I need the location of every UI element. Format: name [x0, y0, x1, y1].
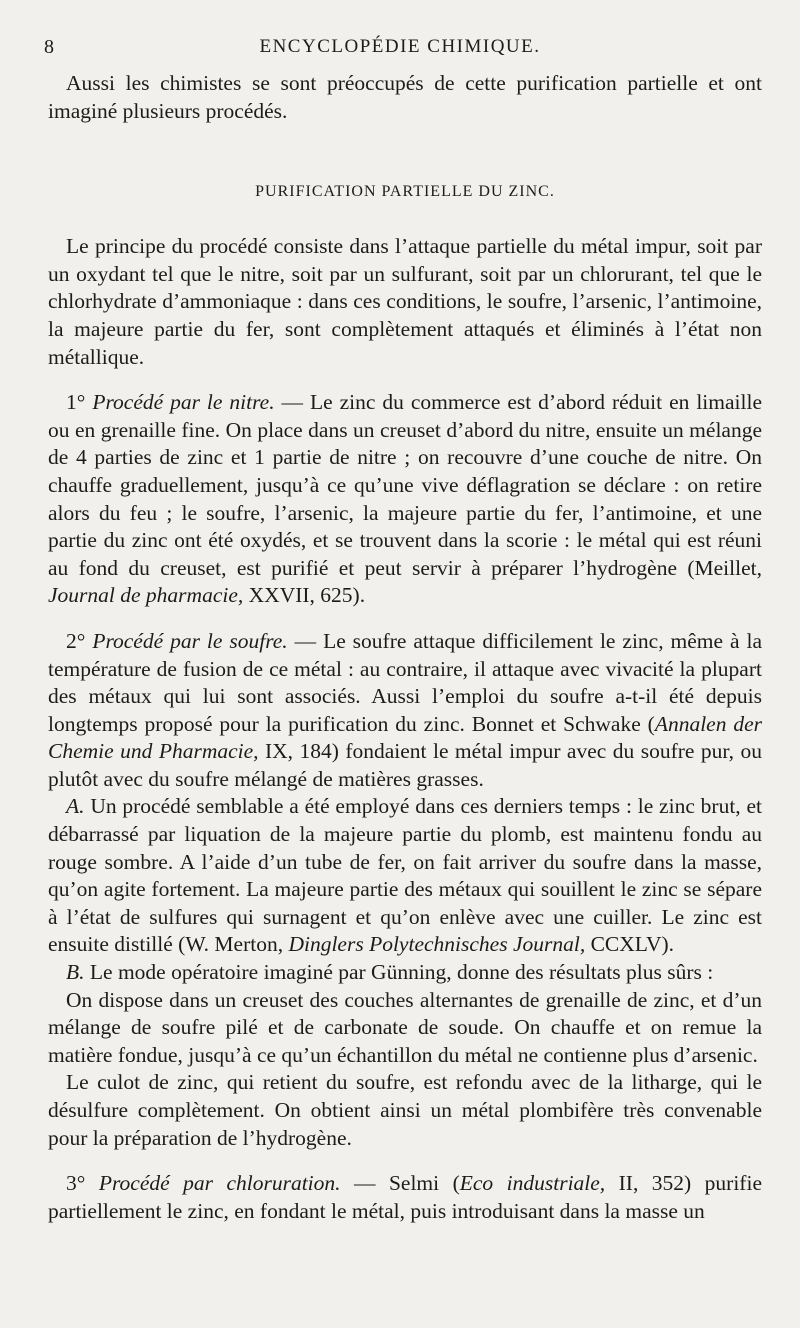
- running-title: ENCYCLOPÉDIE CHIMIQUE.: [259, 36, 541, 57]
- section-heading: PURIFICATION PARTIELLE DU ZINC.: [255, 183, 555, 201]
- method-soufre-b-paragraph: [48, 959, 762, 987]
- method-number: 2°: [66, 628, 86, 653]
- intro-text: Aussi les chimistes se sont préoccupés de cette purification partielle et ont imaginé plusieurs procédés.: [48, 71, 762, 123]
- method-title: Procédé par le nitre.: [92, 390, 275, 415]
- method-title: Procédé par chloruration.: [98, 1171, 341, 1196]
- method-number: 1°: [66, 390, 86, 415]
- citation-reference: IX, 184) fondaient le métal impur avec du soufre pur, ou plutôt avec du soufre mélangé de matières grasses.: [48, 739, 762, 791]
- gunning-result-paragraph: [48, 1069, 762, 1152]
- procedure-text: Le culot de zinc, qui retient du soufre, est refondu avec de la litharge, qui le désulfure complètement. On obtient ainsi un métal plombifère très convenable pour la préparation de l’hydrogène.: [48, 1070, 762, 1150]
- procedure-text: On dispose dans un creuset des couches alternantes de grenaille de zinc, et d’un mélange de soufre pilé et de carbonate de soude. On chauffe et on remue la matière fondue, jusqu’à ce qu’un échantillon du métal ne contienne plus d’arsenic.: [48, 987, 762, 1067]
- method-text: — Le zinc du commerce est d’abord réduit en limaille ou en grenaille fine. On place dans un creuset d’abord du nitre, ensuite un mélange de 4 parties de zinc et 1 partie de nitre ; on recouvre d’une couche de nitre. On chauffe graduellement, jusqu’à ce qu’une vive déflagration se déclare : on retire alors du feu ; le soufre, l’arsenic, la majeure partie du fer, l’antimoine, et une partie du zinc ont été oxydés, et se trouvent dans la scorie : le métal qui est réuni au fond du creuset, est purifié et peut servir à préparer l’hydrogène (Meillet,: [48, 390, 763, 580]
- subsection-label: A.: [66, 794, 85, 819]
- method-soufre-a-paragraph: [48, 793, 762, 959]
- journal-citation: Journal de pharmacie,: [48, 583, 244, 608]
- gunning-procedure-paragraph: [48, 987, 762, 1070]
- subsection-text: Un procédé semblable a été employé dans ces derniers temps : le zinc brut, et débarrassé par liquation de la majeure partie du plomb, est maintenu fondu au rouge sombre. A l’aide d’un tube de fer, on fait arriver du soufre dans la masse, qu’on agite fortement. La majeure partie des métaux qui souillent le zinc se sépare à l’état de sulfures qui surnagent et qu’on enlève avec une cuiller. Le zinc est ensuite distillé (W. Merton,: [48, 794, 762, 957]
- method-nitre-paragraph: [48, 389, 762, 610]
- subsection-label: B.: [66, 960, 85, 985]
- principle-paragraph: [48, 233, 762, 371]
- method-text: — Selmi (: [340, 1171, 460, 1196]
- method-title: Procédé par le soufre.: [92, 628, 288, 653]
- method-number: 3°: [66, 1171, 86, 1196]
- method-soufre-paragraph: [48, 628, 762, 794]
- citation-reference: II, 352) purifie partiellement le zinc, en fondant le métal, puis introduisant dans la masse un: [48, 1171, 762, 1223]
- method-text: — Le soufre attaque difficilement le zinc, même à la température de fusion de ce métal : au contraire, il attaque avec vivacité la plupart des métaux qui lui sont associés. Aussi l’emploi du soufre a-t-il été depuis longtemps proposé pour la purification du zinc. Bonnet et Schwake (: [48, 628, 763, 736]
- running-head: [0, 36, 800, 62]
- page-number: 8: [44, 36, 54, 58]
- citation-reference: CCXLV).: [585, 932, 675, 957]
- principle-text: Le principe du procédé consiste dans l’attaque partielle du métal impur, soit par un oxydant tel que le nitre, soit par un sulfurant, soit par un chlorurant, tel que le chlorhydrate d’ammoniaque : dans ces conditions, le soufre, l’arsenic, l’antimoine, la majeure partie du fer, sont complètement attaqués et éliminés à l’état non métallique.: [48, 234, 762, 369]
- journal-citation: Annalen der Chemie und Pharmacie,: [48, 711, 763, 764]
- body-text: [48, 70, 762, 1225]
- method-chloruration-paragraph: [48, 1170, 762, 1225]
- intro-paragraph: [48, 70, 762, 125]
- citation-reference: XXVII, 625).: [243, 583, 366, 608]
- journal-citation: Dinglers Polytechnisches Journal,: [288, 932, 586, 957]
- subsection-text: Le mode opératoire imaginé par Günning, donne des résultats plus sûrs :: [84, 960, 714, 985]
- journal-citation: Eco industriale,: [459, 1171, 606, 1196]
